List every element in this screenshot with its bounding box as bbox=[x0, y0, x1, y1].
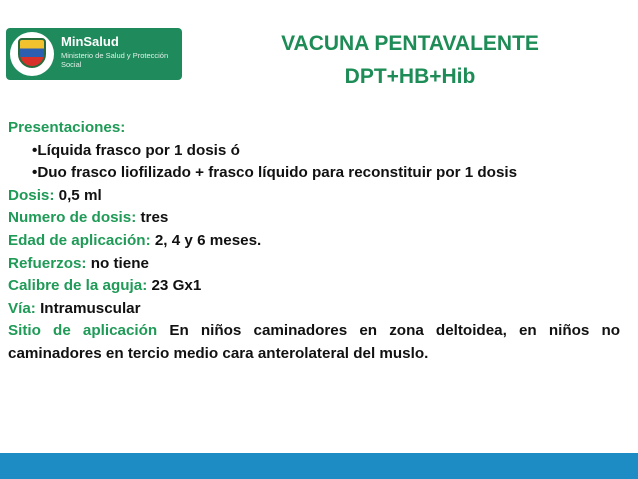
via-label: Vía: bbox=[8, 299, 36, 317]
presentaciones-label: Presentaciones: bbox=[8, 119, 126, 136]
coat-of-arms-icon bbox=[10, 32, 54, 76]
slide-subtitle: DPT+HB+Hib bbox=[344, 65, 476, 88]
bullet-item: •Líquida frasco por 1 dosis ó bbox=[32, 141, 240, 159]
via-row bbox=[8, 298, 620, 321]
dosis-label: Dosis: bbox=[8, 186, 55, 204]
edad-label: Edad de aplicación: bbox=[8, 231, 151, 249]
edad-row bbox=[8, 230, 620, 253]
presentaciones-row bbox=[8, 117, 620, 140]
refuerzos-label: Refuerzos: bbox=[8, 254, 87, 272]
logo-subtitle: Ministerio de Salud y Protección Social bbox=[61, 51, 169, 69]
minsalud-logo bbox=[6, 28, 182, 80]
edad-value: 2, 4 y 6 meses. bbox=[150, 231, 262, 249]
calibre-label: Calibre de la aguja: bbox=[8, 277, 148, 295]
footer-bar bbox=[0, 453, 638, 479]
sitio-label: Sitio de aplicación bbox=[8, 322, 158, 340]
calibre-value: 23 Gx1 bbox=[147, 277, 202, 295]
sitio-row bbox=[8, 320, 620, 365]
numero-dosis-label: Numero de dosis: bbox=[8, 209, 137, 227]
slide-title: VACUNA PENTAVALENTE bbox=[281, 32, 539, 55]
via-value: Intramuscular bbox=[35, 299, 141, 317]
sitio-value: En niños caminadores en zona deltoidea, en niños no caminadores en tercio medio cara anterolateral del muslo. bbox=[8, 322, 621, 362]
numero-dosis-value: tres bbox=[136, 209, 169, 227]
bullet-item: •Duo frasco liofilizado + frasco líquido para reconstituir por 1 dosis bbox=[32, 164, 518, 182]
slide-content bbox=[8, 117, 620, 366]
numero-dosis-row bbox=[8, 207, 620, 230]
dosis-row bbox=[8, 185, 620, 208]
logo-title: MinSalud bbox=[61, 34, 119, 49]
refuerzos-row bbox=[8, 253, 620, 276]
dosis-value: 0,5 ml bbox=[54, 186, 102, 204]
calibre-row bbox=[8, 275, 620, 298]
refuerzos-value: no tiene bbox=[86, 254, 149, 272]
